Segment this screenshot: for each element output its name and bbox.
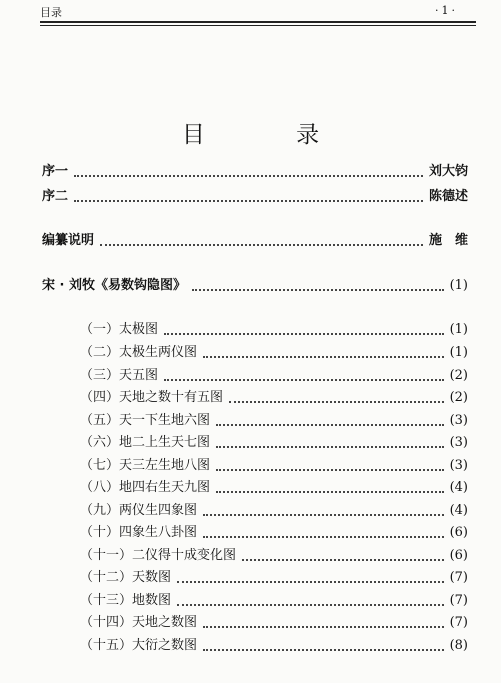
toc-entry-page: (3) — [449, 435, 468, 450]
dot-leader — [216, 446, 444, 448]
page-title: 目 录 — [181, 122, 362, 148]
toc-entry-label: （一）太极图 — [80, 322, 159, 337]
header-section-title: 目录 — [40, 6, 62, 19]
toc-entry-label: 编纂说明 — [42, 233, 95, 248]
dot-leader — [100, 244, 423, 246]
toc-entry-preface-1 — [42, 162, 468, 182]
toc-entry-label: （七）天三左生地八图 — [80, 458, 211, 473]
toc-entry-page: (7) — [449, 570, 468, 585]
toc-entry-page: (3) — [449, 458, 468, 473]
dot-leader — [177, 581, 444, 583]
toc-entry-page: (4) — [449, 503, 468, 518]
toc-chapter — [42, 276, 468, 296]
toc-entry-label: （六）地二上生天七图 — [80, 435, 211, 450]
toc-chapter-page: (1) — [449, 278, 468, 293]
dot-leader — [74, 175, 423, 177]
toc-entry-preface-2 — [42, 187, 468, 207]
dot-leader — [164, 379, 444, 381]
toc-entry — [80, 591, 468, 611]
dot-leader — [229, 401, 444, 403]
dot-leader — [203, 514, 444, 516]
toc-entry-page: (6) — [449, 525, 468, 540]
toc-entry-label: （三）天五图 — [80, 368, 159, 383]
toc-entry — [80, 320, 468, 340]
toc-entry-label: （八）地四右生天九图 — [80, 480, 211, 495]
dot-leader — [216, 491, 444, 493]
toc-entry-label: （十四）天地之数图 — [80, 615, 198, 630]
toc-entry-page: (7) — [449, 615, 468, 630]
toc-entry-author: 刘大钧 — [428, 164, 468, 179]
toc-entry-page: (1) — [449, 322, 468, 337]
toc-entry — [80, 433, 468, 453]
dot-leader — [242, 559, 444, 561]
toc-entry — [80, 366, 468, 386]
toc-entry-label: （九）两仪生四象图 — [80, 503, 198, 518]
toc-entry-label: （十五）大衍之数图 — [80, 638, 198, 653]
dot-leader — [203, 649, 444, 651]
dot-leader — [203, 626, 444, 628]
toc-entry-page: (2) — [449, 368, 468, 383]
toc-chapter-label: 宋 · 刘牧《易数钩隐图》 — [42, 278, 186, 293]
toc-entry-label: （二）太极生两仪图 — [80, 345, 198, 360]
toc-entry-page: (6) — [449, 548, 468, 563]
dot-leader — [203, 356, 444, 358]
toc-entry-page: (4) — [449, 480, 468, 495]
toc-entry — [80, 388, 468, 408]
dot-leader — [74, 200, 423, 202]
toc-entry-page: (8) — [449, 638, 468, 653]
toc-entry — [80, 478, 468, 498]
dot-leader — [216, 424, 444, 426]
toc-entry-label: 序一 — [42, 164, 69, 179]
toc-entry-page: (7) — [449, 593, 468, 608]
toc-entry-label: （十三）地数图 — [80, 593, 172, 608]
dot-leader — [164, 333, 444, 335]
toc-entry-author: 施 维 — [428, 233, 468, 248]
toc-entry — [80, 613, 468, 633]
header-rule-thick — [40, 21, 476, 23]
toc-entry — [80, 343, 468, 363]
toc-entry — [80, 636, 468, 656]
header-rule-thin — [40, 25, 476, 26]
header-page-number: ·1· — [435, 4, 458, 17]
toc-entry-author: 陈德述 — [428, 189, 468, 204]
dot-leader — [203, 536, 444, 538]
dot-leader — [192, 289, 444, 291]
running-header — [40, 4, 476, 20]
toc-entry — [80, 568, 468, 588]
toc-entry — [80, 501, 468, 521]
toc-entry-label: 序二 — [42, 189, 69, 204]
toc-entry-page: (2) — [449, 390, 468, 405]
toc-entry — [80, 456, 468, 476]
toc-entry-page: (3) — [449, 413, 468, 428]
toc-entry-label: （十）四象生八卦图 — [80, 525, 198, 540]
toc-entry — [80, 546, 468, 566]
toc-entry — [80, 411, 468, 431]
toc-entry-page: (1) — [449, 345, 468, 360]
dot-leader — [177, 604, 444, 606]
toc-entry-label: （十二）天数图 — [80, 570, 172, 585]
toc-entry-label: （五）天一下生地六图 — [80, 413, 211, 428]
toc-entry-label: （四）天地之数十有五图 — [80, 390, 224, 405]
dot-leader — [216, 469, 444, 471]
toc-entry-editorial-notes — [42, 231, 468, 251]
toc-entry — [80, 523, 468, 543]
toc-entry-label: （十一）二仪得十成变化图 — [80, 548, 237, 563]
